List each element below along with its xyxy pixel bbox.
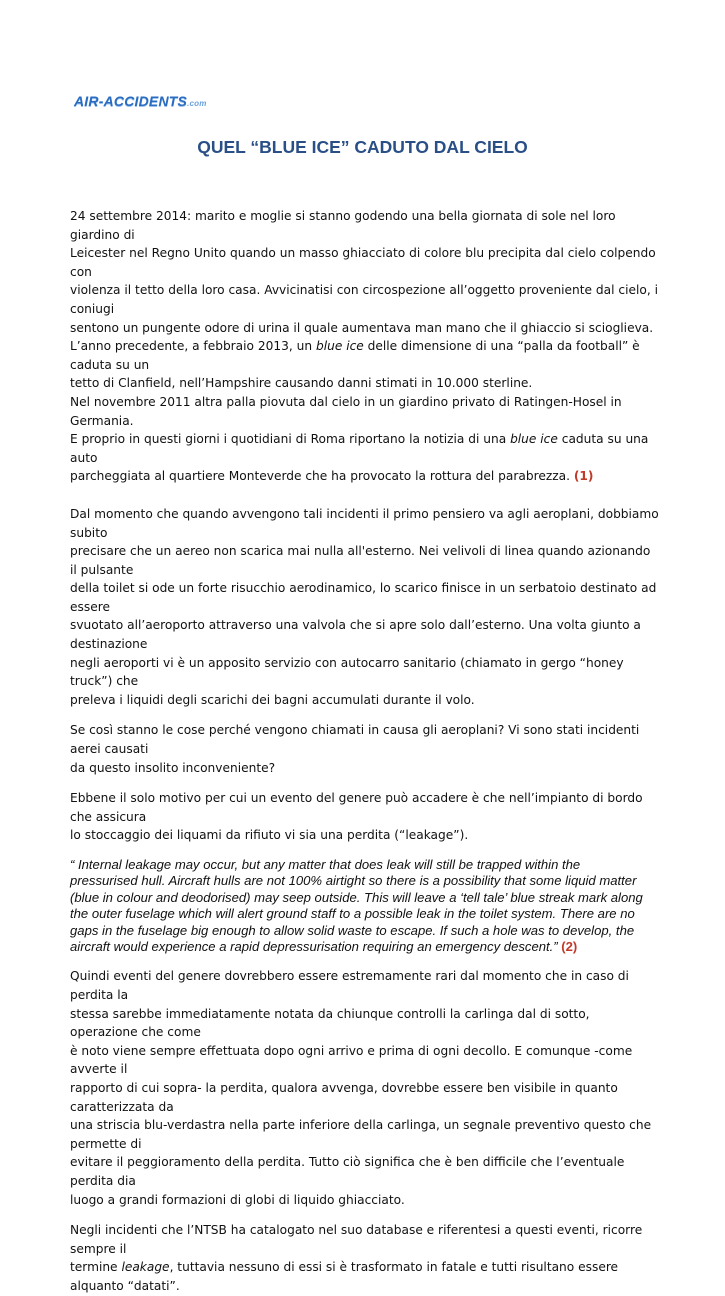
text-line: 24 settembre 2014: marito e moglie si stanno godendo una bella giornata di sole nel loro giardino di [70,209,616,242]
text-line: è noto viene sempre effettuata dopo ogni arrivo e prima di ogni decollo. E comunque -come avverte il [70,1043,633,1077]
text-line: Negli incidenti che l’NTSB ha catalogato nel suo database e riferentesi a questi eventi, ricorre sempre il [70,1223,643,1256]
text-line: della toilet si ode un forte risucchio aerodinamico, lo scarico finisce in un serbatoio destinato ad essere [70,581,657,614]
quote-block [70,857,660,955]
quote-line: the outer fuselage which will alert ground staff to a possible leak in the toilet system. There are no [70,906,635,922]
text-line: svuotato all’aeroporto attraverso una valvola che si apre solo dall’esterno. Una volta giunto a destinazione [70,618,641,652]
text-line: termine [70,1260,122,1275]
text-line: lo stoccaggio dei liquami da rifiuto vi sia una perdita (“leakage”). [70,828,469,843]
text-line: Quindi eventi del genere dovrebbero essere estremamente rari dal momento che in caso di perdita la [70,969,629,1003]
quote-line: “ Internal leakage may occur, but any matter that does leak will still be trapped within the [70,857,581,872]
quote-line: pressurised hull. Aircraft hulls are not 100% airtight so there is a possibility that some liquid matter [70,873,637,889]
text-line: precisare che un aereo non scarica mai nulla all'esterno. Nei velivoli di linea quando azionando il pulsante [70,544,651,577]
text-line: preleva i liquidi degli scarichi dei bagni accumulati durante il volo. [70,692,475,707]
text-line: Ebbene il solo motivo per cui un evento del genere può accadere è che nell’impianto di bordo che assicura [70,791,643,824]
article-body [70,207,660,1296]
text-line: Se così stanno le cose perché vengono chiamati in causa gli aeroplani? Vi sono stati incidenti aerei causati [70,723,640,757]
emphasis-blue-ice: blue ice [315,339,364,354]
text-line: da questo insolito inconveniente? [70,760,276,775]
paragraph-leakage [70,789,660,845]
emphasis-blue-ice: blue ice [510,432,558,447]
text-line: evitare il peggioramento della perdita. Tutto ciò significa che è ben difficile che l’eventuale perdita dia [70,1155,625,1188]
logo-tld-text: .com [187,99,207,108]
text-line: una striscia blu-verdastra nella parte inferiore della carlinga, un segnale preventivo questo che permette di [70,1118,652,1151]
paragraph-aircraft-toilets [70,505,660,710]
quote-line: gaps in the fuselage big enough to allow solid waste to escape. If such a hole was to develop, the [70,922,635,938]
paragraph-intro [70,207,660,486]
text-line: E proprio in questi giorni i quotidiani di Roma riportano la notizia di una [70,432,511,447]
text-line: caduta su una auto [70,432,649,465]
text-line: parcheggiata al quartiere Monteverde che ha provocato la rottura del parabrezza. [70,469,570,484]
text-line: stessa sarebbe immediatamente notata da chiunque controlli la carlinga dal di sotto, operazione che come [70,1006,590,1040]
text-line: violenza il tetto della loro casa. Avvicinatisi con circospezione all’oggetto proveniente dal cielo, i coniugi [70,283,658,316]
logo-main-text: AIR-ACCIDENTS [74,93,188,109]
text-line: Dal momento che quando avvengono tali incidenti il primo pensiero va agli aeroplani, dobbiamo subito [70,506,659,540]
text-line: negli aeroporti vi è un apposito servizio con autocarro sanitario (chiamato in gergo “honey truck”) che [70,655,624,689]
text-line: delle dimensione di una “palla da football” è caduta su un [70,339,640,372]
reference-marker-2[interactable]: (2) [561,939,578,955]
document-title: QUEL “BLUE ICE” CADUTO DAL CIELO [197,137,528,157]
paragraph-rare-events [70,967,660,1209]
emphasis-leakage: leakage [121,1260,170,1275]
air-accidents-logo[interactable] [74,93,207,109]
paragraph-question [70,721,660,777]
text-line: sentono un pungente odore di urina il quale aumentava man mano che il ghiaccio si scioglieva. [70,320,654,335]
quote-line: aircraft would experience a rapid depressurisation requiring an emergency descent.” [70,939,558,955]
text-line: luogo a grandi formazioni di globi di liquido ghiacciato. [70,1192,405,1207]
text-line: tetto di Clanfield, nell’Hampshire causando danni stimati in 10.000 sterline. [70,376,533,391]
paragraph-ntsb [70,1221,660,1295]
text-line: Leicester nel Regno Unito quando un masso ghiacciato di colore blu precipita dal cielo colpendo con [70,246,656,279]
text-line: rapporto di cui sopra- la perdita, qualora avvenga, dovrebbe essere ben visibile in quanto caratterizzata da [70,1081,618,1114]
reference-marker-1[interactable]: (1) [573,469,594,484]
quote-line: (blue in colour and deodorised) may seep outside. This will leave a ‘tell tale’ blue streak mark along [70,889,643,905]
text-line: Nel novembre 2011 altra palla piovuta dal cielo in un giardino privato di Ratingen-Hosel in Germania. [70,394,622,428]
text-line: , tuttavia nessuno di essi si è trasformato in fatale e tutti risultano essere alquanto “datati”. [70,1260,619,1293]
text-line: L’anno precedente, a febbraio 2013, un [70,339,316,354]
